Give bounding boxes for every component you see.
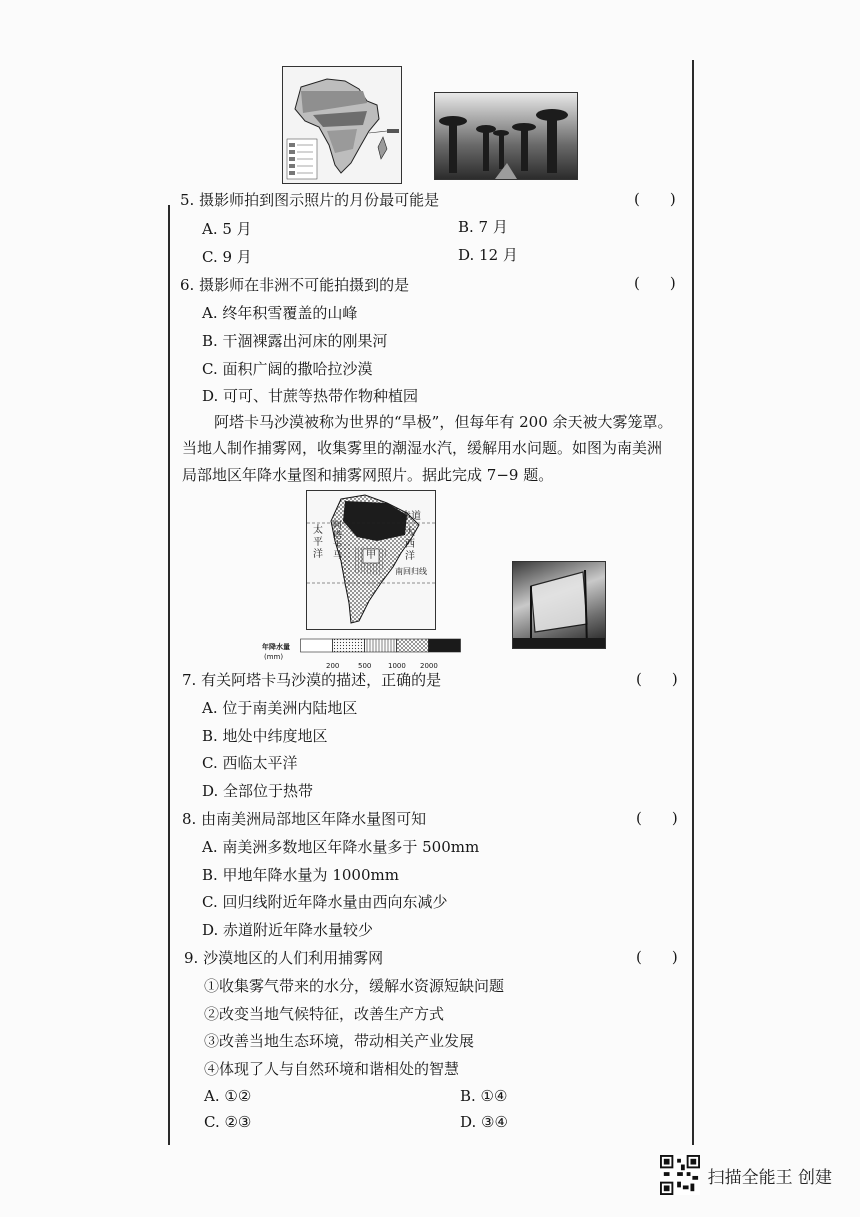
q8-answer-bracket[interactable]: ( ) bbox=[636, 809, 678, 827]
q9-option-b: B. ①④ bbox=[460, 1087, 508, 1105]
q5-option-a: A. 5 月 bbox=[202, 220, 252, 238]
legend-tick-2000: 2000 bbox=[420, 662, 438, 670]
q5-option-d: D. 12 月 bbox=[458, 246, 518, 264]
qr-code-icon bbox=[660, 1155, 700, 1195]
fog-net-photo bbox=[512, 561, 606, 649]
atacama-label-3: 卡 bbox=[333, 541, 343, 551]
q8-option-a: A. 南美洲多数地区年降水量多于 500mm bbox=[202, 838, 480, 856]
south-america-precipitation-map bbox=[306, 490, 436, 630]
q7-option-b: B. 地处中纬度地区 bbox=[202, 727, 328, 745]
q7-option-c: C. 西临太平洋 bbox=[202, 754, 298, 772]
pacific-label-1: 太 bbox=[313, 525, 323, 536]
equator-label: 赤道 bbox=[401, 511, 421, 522]
precipitation-legend bbox=[262, 636, 462, 670]
q6-option-c: C. 面积广阔的撒哈拉沙漠 bbox=[202, 360, 373, 378]
legend-tick-1000: 1000 bbox=[388, 662, 406, 670]
q5-option-b: B. 7 月 bbox=[458, 218, 508, 236]
atacama-label-4: 马 bbox=[333, 551, 343, 561]
q9-answer-bracket[interactable]: ( ) bbox=[636, 948, 678, 966]
q7-option-d: D. 全部位于热带 bbox=[202, 782, 314, 800]
atacama-label-1: 阿 bbox=[333, 521, 343, 531]
q9-statement-3: ③改善当地生态环境，带动相关产业发展 bbox=[204, 1032, 475, 1050]
pacific-label-2: 平 bbox=[313, 537, 323, 548]
q5-stem: 5. 摄影师拍到图示照片的月份最可能是 bbox=[180, 191, 440, 209]
atlantic-label-1: 大 bbox=[405, 527, 415, 538]
q5-option-c: C. 9 月 bbox=[202, 248, 252, 266]
passage-line-3: 局部地区年降水量图和捕雾网照片。据此完成 7−9 题。 bbox=[182, 466, 554, 484]
atlantic-label-2: 西 bbox=[405, 539, 415, 550]
q6-option-b: B. 干涸裸露出河床的刚果河 bbox=[202, 332, 388, 350]
passage-line-1: 阿塔卡马沙漠被称为世界的“旱极”，但每年有 200 余天被大雾笼罩。 bbox=[214, 413, 673, 431]
atlantic-label-3: 洋 bbox=[405, 551, 415, 562]
q9-statement-1: ①收集雾气带来的水分，缓解水资源短缺问题 bbox=[204, 977, 505, 995]
q6-option-d: D. 可可、甘蔗等热带作物种植园 bbox=[202, 387, 419, 405]
q8-option-d: D. 赤道附近年降水量较少 bbox=[202, 921, 374, 939]
q9-stem: 9. 沙漠地区的人们利用捕雾网 bbox=[184, 949, 384, 967]
q9-option-d: D. ③④ bbox=[460, 1113, 508, 1131]
tropic-label: 南回归线 bbox=[395, 567, 427, 576]
legend-tick-500: 500 bbox=[358, 662, 372, 670]
q7-option-a: A. 位于南美洲内陆地区 bbox=[202, 699, 358, 717]
pacific-label-3: 洋 bbox=[313, 549, 323, 560]
q7-answer-bracket[interactable]: ( ) bbox=[636, 670, 678, 688]
jia-label: 甲 bbox=[366, 550, 376, 561]
q9-statement-2: ②改变当地气候特征，改善生产方式 bbox=[204, 1005, 445, 1023]
africa-climate-map bbox=[282, 66, 402, 184]
left-margin-rule bbox=[168, 205, 170, 1145]
q8-option-b: B. 甲地年降水量为 1000mm bbox=[202, 866, 399, 884]
q9-option-a: A. ①② bbox=[204, 1087, 252, 1105]
scanner-watermark bbox=[660, 1155, 832, 1195]
q9-option-c: C. ②③ bbox=[204, 1113, 252, 1131]
legend-title: 年降水量 bbox=[262, 643, 290, 651]
legend-tick-200: 200 bbox=[326, 662, 340, 670]
q6-stem: 6. 摄影师在非洲不可能拍摄到的是 bbox=[180, 276, 410, 294]
q8-option-c: C. 回归线附近年降水量由西向东减少 bbox=[202, 893, 448, 911]
right-margin-rule bbox=[692, 60, 694, 1145]
passage-line-2: 当地人制作捕雾网，收集雾里的潮湿水汽，缓解用水问题。如图为南美洲 bbox=[182, 439, 663, 457]
q5-answer-bracket[interactable]: ( ) bbox=[634, 190, 676, 208]
q8-stem: 8. 由南美洲局部地区年降水量图可知 bbox=[182, 810, 427, 828]
q6-option-a: A. 终年积雪覆盖的山峰 bbox=[202, 304, 358, 322]
q6-answer-bracket[interactable]: ( ) bbox=[634, 274, 676, 292]
atacama-label-2: 塔 bbox=[333, 531, 343, 541]
q9-statement-4: ④体现了人与自然环境和谐相处的智慧 bbox=[204, 1060, 460, 1078]
q7-stem: 7. 有关阿塔卡马沙漠的描述，正确的是 bbox=[182, 671, 442, 689]
baobab-photo bbox=[434, 92, 578, 180]
scanner-brand-text: 扫描全能王 创建 bbox=[707, 1167, 832, 1188]
legend-unit: (mm) bbox=[264, 653, 284, 661]
